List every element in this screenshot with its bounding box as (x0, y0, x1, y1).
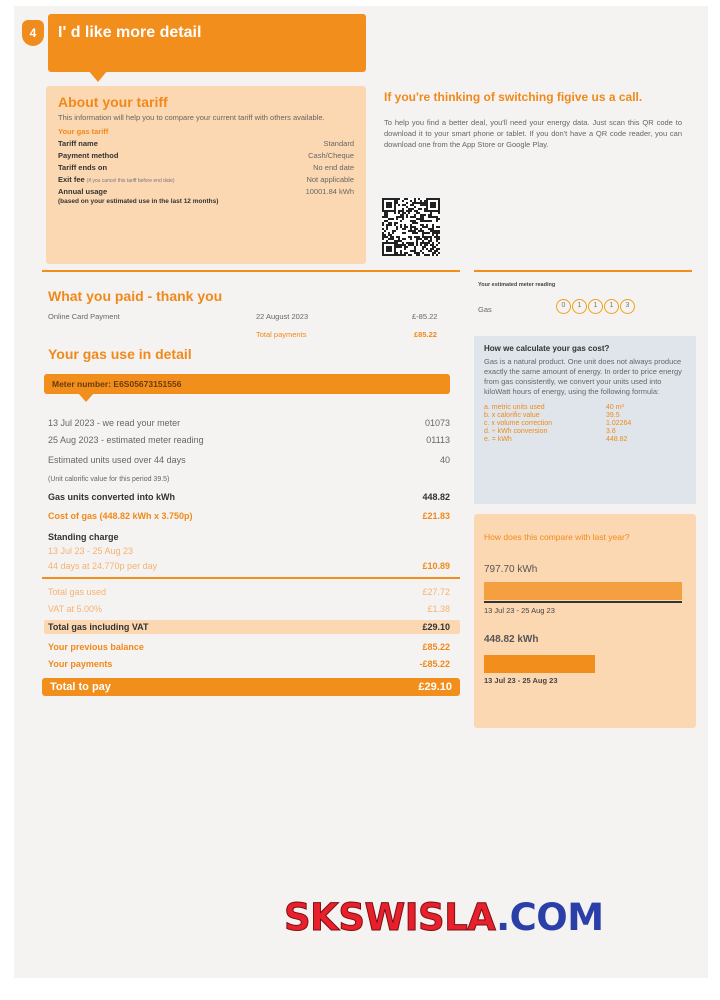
cost-label: Cost of gas (448.82 kWh x 3.750p) (48, 511, 193, 521)
to-pay-label: Total to pay (50, 681, 111, 693)
tariff-usage-note: (based on your estimated use in the last 12 months) (58, 197, 219, 205)
reading-row (48, 435, 450, 445)
to-pay-value: £29.10 (418, 681, 452, 693)
prev-balance-value: £85.22 (422, 642, 450, 652)
units-label: Estimated units used over 44 days (48, 455, 186, 465)
tariff-row-value: Cash/Cheque (308, 150, 354, 160)
standing-label: Standing charge (48, 532, 119, 542)
total-used-value: £27.72 (422, 587, 450, 597)
tariff-row-note: (if you cancel this tariff before end date) (86, 177, 175, 184)
standing-rate-row (48, 561, 450, 571)
watermark-tld: COM (509, 896, 604, 939)
payments-row (48, 659, 450, 669)
formula-label: b. x calorific value (484, 411, 540, 419)
meter-dial: 1 (588, 299, 603, 314)
tariff-row-label: Annual usage (58, 186, 108, 196)
compare-baseline (484, 601, 682, 603)
tariff-row (58, 139, 354, 148)
formula-value: 3.6 (606, 427, 616, 435)
payments-label: Your payments (48, 659, 113, 669)
meter-tail (78, 393, 94, 402)
calorific-note: (Unit calorific value for this period 39.5) (48, 476, 170, 483)
reading-label: 25 Aug 2023 - estimated meter reading (48, 435, 204, 445)
tariff-row-label: Payment method (58, 150, 119, 160)
calc-title: How we calculate your gas cost? (484, 344, 610, 353)
reading-row (48, 418, 450, 428)
payment-method: Online Card Payment (48, 312, 120, 321)
meter-dial: 0 (556, 299, 571, 314)
total-used-row (48, 587, 450, 597)
meter-dial: 3 (620, 299, 635, 314)
gas-title: Your gas use in detail (48, 346, 192, 362)
prev-balance-label: Your previous balance (48, 642, 144, 652)
standing-row (48, 532, 450, 542)
compare-panel (474, 514, 696, 728)
incl-vat-label: Total gas including VAT (48, 622, 149, 632)
payments-value: -£85.22 (419, 659, 450, 669)
tariff-intro: This information will help you to compare your current tariff with others available. (58, 113, 325, 122)
compare-kwh-this-year: 448.82 kWh (484, 634, 539, 645)
compare-bar-last-year (484, 582, 682, 600)
tariff-row-value: Not applicable (306, 174, 354, 184)
watermark-dot: . (496, 896, 510, 939)
meter-reading-title: Your estimated meter reading (478, 282, 556, 288)
meter-dial: 1 (604, 299, 619, 314)
compare-title: How does this compare with last year? (484, 532, 630, 542)
switch-text: To help you find a better deal, you'll need your energy data. Just scan this QR code to download it to your smart phone or tablet. If you don't have a QR code reader, you can download one from the App Store or Google Play. (384, 118, 682, 149)
meter-dials (556, 299, 636, 314)
formula-row (484, 428, 686, 435)
hero-tail (88, 70, 108, 82)
compare-period-this-year: 13 Jul 23 - 25 Aug 23 (484, 676, 558, 685)
tariff-row (58, 175, 354, 184)
vat-row (48, 604, 450, 614)
meter-number: Meter number: E6S05673151556 (44, 374, 450, 394)
vat-label: VAT at 5.00% (48, 604, 103, 614)
calorific-row (48, 476, 450, 483)
formula-label: c. x volume correction (484, 419, 553, 427)
incl-vat-row (48, 622, 450, 632)
standing-dates: 13 Jul 23 - 25 Aug 23 (48, 546, 134, 556)
units-value: 40 (439, 455, 450, 465)
units-row (48, 455, 450, 465)
divider-totals (42, 577, 460, 579)
tariff-row (58, 187, 354, 205)
tariff-row-label: Tariff ends on (58, 162, 108, 172)
total-payments-value: £85.22 (414, 330, 437, 339)
qr-code[interactable] (382, 198, 440, 256)
cost-value: £21.83 (422, 511, 450, 521)
formula-value: 39.5 (606, 411, 620, 419)
compare-kwh-last-year: 797.70 kWh (484, 564, 538, 575)
kwh-label: Gas units converted into kWh (48, 492, 176, 502)
total-to-pay-bar (42, 678, 460, 696)
meter-reading-fuel: Gas (478, 305, 492, 314)
formula-value: 1.02264 (606, 419, 632, 427)
divider-left (42, 270, 460, 272)
kwh-value: 448.82 (422, 492, 450, 502)
tariff-row-label: Tariff name (58, 138, 98, 148)
compare-bar-this-year (484, 655, 595, 673)
vat-value: £1.38 (427, 604, 450, 614)
reading-value: 01113 (426, 435, 450, 445)
calc-text: Gas is a natural product. One unit does not always produce exactly the same amount of energy. In order to price energy from gas consistently, we convert your units used into kiloWatt hours of energy, using the following formula: (484, 357, 682, 397)
standing-dates-row (48, 546, 450, 556)
kwh-row (48, 492, 450, 502)
tariff-title: About your tariff (58, 94, 168, 110)
formula-label: d. ÷ kWh conversion (484, 427, 548, 435)
compare-period-last-year: 13 Jul 23 - 25 Aug 23 (484, 606, 555, 615)
meter-dial: 1 (572, 299, 587, 314)
tariff-row (58, 163, 354, 172)
total-payments-label: Total payments (256, 330, 307, 339)
tariff-row-value: 10001.84 kWh (305, 186, 354, 196)
hero-title: I' d like more detail (58, 24, 202, 41)
page-number: 4 (22, 20, 44, 46)
standing-rate: 44 days at 24.770p per day (48, 561, 158, 571)
watermark (284, 896, 604, 939)
tariff-row (58, 151, 354, 160)
formula-label: a. metric units used (484, 403, 545, 411)
tariff-panel (46, 86, 366, 264)
reading-value: 01073 (424, 418, 450, 428)
formula-value: 40 m³ (606, 403, 624, 411)
formula-row (484, 420, 686, 427)
watermark-main: SKSWISLA (284, 896, 497, 939)
formula-label: e. = kWh (484, 435, 512, 443)
tariff-subtitle: Your gas tariff (58, 126, 109, 136)
tariff-row-value: Standard (323, 138, 354, 148)
calculation-panel (474, 336, 696, 504)
paid-title: What you paid - thank you (48, 288, 223, 304)
divider-right (474, 270, 692, 272)
hero-banner (48, 14, 366, 72)
formula-row (484, 436, 686, 443)
reading-label: 13 Jul 2023 - we read your meter (48, 418, 181, 428)
tariff-row-label: Exit fee (58, 174, 85, 184)
payment-date: 22 August 2023 (256, 312, 309, 321)
total-used-label: Total gas used (48, 587, 107, 597)
incl-vat-value: £29.10 (422, 622, 450, 632)
tariff-row-value: No end date (313, 162, 354, 172)
formula-row (484, 412, 686, 419)
standing-value: £10.89 (422, 561, 450, 571)
payment-amount: £-85.22 (412, 312, 438, 321)
formula-row (484, 404, 686, 411)
cost-row (48, 511, 450, 521)
formula-value: 448.82 (606, 435, 628, 443)
prev-balance-row (48, 642, 450, 652)
switch-title: If you're thinking of switching figive us a call. (384, 90, 643, 104)
